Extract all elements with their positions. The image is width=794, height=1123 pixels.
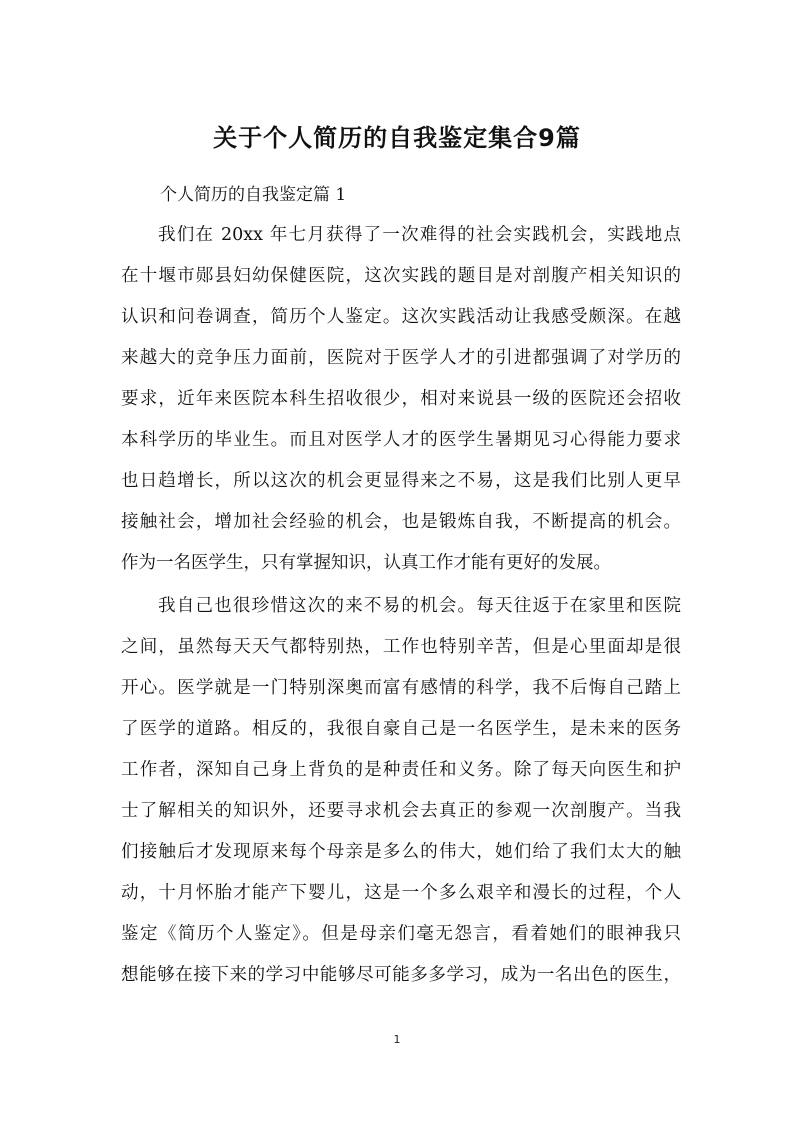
paragraph-line: 认识和问卷调查，简历个人鉴定。这次实践活动让我感受颇深。在越 — [121, 307, 681, 327]
paragraph-line: 要求，近年来医院本科生招收很少，相对来说县一级的医院还会招收 — [121, 389, 681, 409]
paragraph-line: 想能够在接下来的学习中能够尽可能多多学习，成为一名出色的医生， — [121, 965, 681, 985]
paragraph-line: 我自己也很珍惜这次的来不易的机会。每天往返于在家里和医院 — [158, 596, 681, 616]
paragraph-line: 本科学历的毕业生。而且对医学人才的医学生暑期见习心得能力要求 — [121, 430, 681, 450]
paragraph-line: 之间，虽然每天天气都特别热，工作也特别辛苦，但是心里面却是很 — [121, 637, 681, 657]
paragraph-line: 我们在 20xx 年七月获得了一次难得的社会实践机会，实践地点 — [158, 225, 681, 245]
paragraph-line: 来越大的竞争压力面前，医院对于医学人才的引进都强调了对学历的 — [121, 348, 681, 368]
paragraph-line: 作为一名医学生，只有掌握知识，认真工作才能有更好的发展。 — [121, 553, 611, 573]
paragraph-line: 了医学的道路。相反的，我很自豪自己是一名医学生，是未来的医务 — [121, 719, 681, 739]
page-number: 1 — [393, 1033, 401, 1046]
paragraph-line: 也日趋增长，所以这次的机会更显得来之不易，这是我们比别人更早 — [121, 471, 681, 491]
paragraph-line: 工作者，深知自己身上背负的是种责任和义务。除了每天向医生和护 — [121, 760, 681, 780]
paragraph-line: 鉴定《简历个人鉴定》。但是母亲们毫无怨言，看着她们的眼神我只 — [121, 924, 681, 944]
paragraph-line: 在十堰市郧县妇幼保健医院，这次实践的题目是对剖腹产相关知识的 — [121, 266, 681, 286]
paragraph-line: 们接触后才发现原来每个母亲是多么的伟大，她们给了我们太大的触 — [121, 842, 681, 862]
paragraph-line: 接触社会，增加社会经验的机会，也是锻炼自我，不断提高的机会。 — [121, 512, 681, 532]
section-heading: 个人简历的自我鉴定篇 1 — [160, 185, 347, 205]
paragraph-line: 士了解相关的知识外，还要寻求机会去真正的参观一次剖腹产。当我 — [121, 801, 681, 821]
paragraph-line: 动，十月怀胎才能产下婴儿，这是一个多么艰辛和漫长的过程，个人 — [121, 883, 681, 903]
paragraph-line: 开心。医学就是一门特别深奥而富有感情的科学，我不后悔自己踏上 — [121, 678, 681, 698]
document-title: 关于个人简历的自我鉴定集合9篇 — [213, 124, 581, 152]
